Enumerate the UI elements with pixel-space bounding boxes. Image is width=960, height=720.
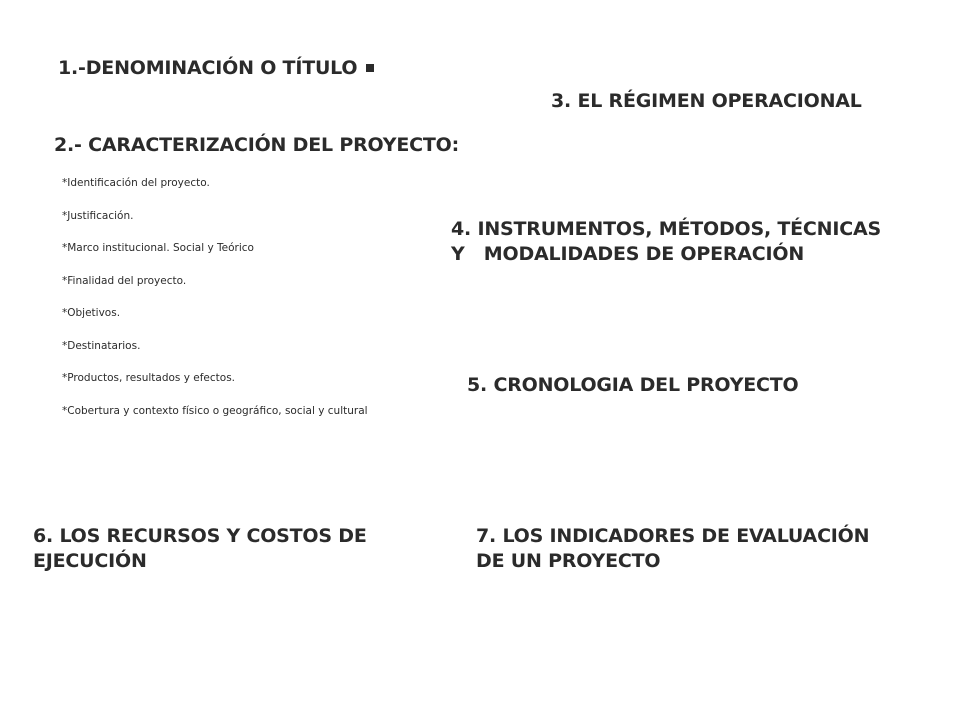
section-7-title-line-2: DE UN PROYECTO [476, 549, 661, 572]
section-5-title: 5. CRONOLOGIA DEL PROYECTO [467, 374, 799, 396]
section-2-item-list [62, 176, 368, 436]
section-6-title-line-1: 6. LOS RECURSOS Y COSTOS DE [33, 525, 367, 547]
list-item: *Productos, resultados y efectos. [62, 372, 236, 384]
section-1-title: 1.-DENOMINACIÓN O TÍTULO [58, 57, 358, 79]
section-3-title: 3. EL RÉGIMEN OPERACIONAL [551, 90, 862, 112]
list-item: *Objetivos. [62, 307, 121, 319]
list-item: *Justificación. [62, 209, 134, 222]
section-7-heading [476, 524, 869, 573]
list-item: *Marco institucional. Social y Teórico [62, 242, 254, 254]
square-bullet-icon [366, 64, 374, 72]
section-7-title-line-1: 7. LOS INDICADORES DE EVALUACIÓN [476, 525, 870, 547]
section-2-title: 2.- CARACTERIZACIÓN DEL PROYECTO: [54, 134, 459, 156]
section-2-heading [54, 133, 459, 158]
list-item: *Identificación del proyecto. [62, 177, 210, 189]
section-3-heading [551, 89, 862, 114]
section-4-title-line-2: Y MODALIDADES DE OPERACIÓN [451, 242, 805, 265]
section-1-heading [58, 56, 374, 81]
section-6-heading [33, 524, 367, 573]
list-item: *Destinatarios. [62, 339, 141, 352]
list-item: *Cobertura y contexto físico o geográfico, social y cultural [62, 404, 368, 417]
section-4-heading [451, 217, 881, 266]
section-6-title-line-2: EJECUCIÓN [33, 549, 147, 572]
section-5-heading [467, 373, 799, 398]
section-4-title-line-1: 4. INSTRUMENTOS, MÉTODOS, TÉCNICAS [451, 218, 881, 240]
list-item: *Finalidad del proyecto. [62, 274, 187, 287]
